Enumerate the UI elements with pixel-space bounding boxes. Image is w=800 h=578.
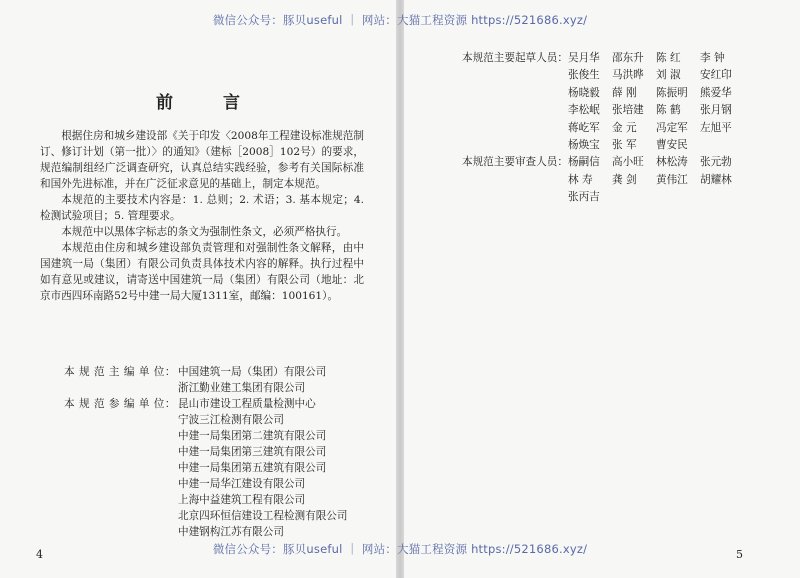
name-line [568, 85, 792, 102]
page-number-left: 4 [36, 548, 43, 561]
person-name: 曹安民 [656, 139, 688, 152]
watermark-top: 微信公众号：豚贝useful ｜ 网站：大猫工程资源 https://521686.xyz/ [212, 13, 588, 27]
person-name: 安红印 [700, 69, 732, 82]
drafters-row [462, 50, 792, 154]
drafters-label: 本规范主要起草人员： [462, 52, 568, 64]
person-name: 李松岷 [568, 104, 600, 117]
name-line [568, 189, 792, 206]
unit-name: 宁波三江检测有限公司 [178, 414, 284, 426]
person-name: 邵东升 [612, 52, 644, 64]
name-line [568, 137, 792, 154]
person-name: 张培建 [612, 104, 644, 117]
reviewers-names [568, 154, 792, 206]
person-name: 张俊生 [568, 69, 600, 82]
chief-units-label: 本 规 范 主 编 单 位： [64, 366, 176, 378]
unit-name: 中建一局华江建设有限公司 [178, 478, 306, 490]
person-name: 林松涛 [656, 156, 688, 169]
person-name: 杨晓毅 [568, 86, 600, 99]
person-name: 吴月华 [568, 52, 600, 64]
preface-paragraph: 本规范由住房和城乡建设部负责管理和对强制性条文解释，由中国建筑一局（集团）有限公司负责具体技术内容的解释。执行过程中如有意见或建议，请寄送中国建筑一局（集团）有限公司（地址：北京市西四环南路52号中建一局大厦1311室，邮编：100161）。 [40, 242, 364, 302]
participant-units-list [178, 396, 380, 540]
person-name: 杨嗣信 [568, 156, 600, 169]
chief-units-list [178, 364, 380, 396]
person-name: 陈 红 [656, 52, 681, 64]
unit-name: 中建钢构江苏有限公司 [178, 526, 284, 538]
person-name: 张元勃 [700, 156, 732, 169]
person-name: 黄伟江 [656, 173, 688, 186]
person-name: 左旭平 [700, 121, 732, 134]
person-name: 胡耀林 [700, 173, 732, 186]
person-name: 龚 剑 [612, 173, 637, 186]
name-line [568, 50, 792, 67]
unit-name: 上海中益建筑工程有限公司 [178, 494, 306, 506]
person-name: 林 寿 [568, 173, 593, 186]
organizations-section [40, 364, 380, 540]
name-line [568, 154, 792, 171]
people-section [462, 50, 792, 207]
chief-units-row [40, 364, 380, 396]
unit-name: 中建一局集团第二建筑有限公司 [178, 430, 327, 442]
drafters-names [568, 50, 792, 154]
page-number-right: 5 [736, 548, 743, 561]
unit-name: 北京四环恒信建设工程检测有限公司 [178, 510, 348, 522]
reviewers-row [462, 154, 792, 206]
participant-units-label: 本 规 范 参 编 单 位： [64, 398, 176, 410]
person-name: 李 钟 [700, 52, 725, 64]
name-line [568, 120, 792, 137]
person-name: 高小旺 [612, 156, 644, 169]
name-line [568, 67, 792, 84]
unit-name: 浙江勤业建工集团有限公司 [178, 382, 306, 394]
unit-name: 中国建筑一局（集团）有限公司 [178, 366, 327, 378]
unit-name: 中建一局集团第五建筑有限公司 [178, 462, 327, 474]
preface-paragraph: 本规范中以黑体字标志的条文为强制性条文，必须严格执行。 [61, 226, 348, 238]
person-name: 金 元 [612, 121, 637, 134]
name-line [568, 172, 792, 189]
person-name: 杨焕宝 [568, 139, 600, 152]
reviewers-label: 本规范主要审查人员： [462, 156, 568, 169]
watermark-bottom: 微信公众号：豚贝useful ｜ 网站：大猫工程资源 https://521686.xyz/ [212, 542, 588, 556]
unit-name: 昆山市建设工程质量检测中心 [178, 398, 316, 410]
person-name: 马洪晔 [612, 69, 644, 82]
preface-paragraph: 根据住房和城乡建设部《关于印发〈2008年工程建设标准规范制订、修订计划（第一批）〉的通知》（建标［2008］102号）的要求，规范编制组经广泛调查研究，认真总结实践经验，参考有关国际标准和国外先进标准，并在广泛征求意见的基础上，制定本规范。 [40, 130, 364, 190]
page-title: 前 言 [156, 93, 262, 113]
participant-units-row [40, 396, 380, 540]
person-name: 冯定军 [656, 121, 688, 134]
person-name: 蒋屹军 [568, 121, 600, 134]
preface-text [40, 128, 364, 304]
person-name: 陈振明 [656, 86, 688, 99]
person-name: 薛 刚 [612, 86, 637, 99]
person-name: 张丙吉 [568, 191, 600, 204]
book-gutter [396, 0, 404, 578]
person-name: 刘 淑 [656, 69, 681, 82]
unit-name: 中建一局集团第三建筑有限公司 [178, 446, 327, 458]
person-name: 张月钢 [700, 104, 732, 117]
name-line [568, 102, 792, 119]
person-name: 熊爱华 [700, 86, 732, 99]
preface-paragraph: 本规范的主要技术内容是：1. 总则；2. 术语；3. 基本规定；4. 检测试验项目；5. 管理要求。 [40, 194, 364, 222]
person-name: 张 军 [612, 139, 637, 152]
person-name: 陈 鹤 [656, 104, 681, 117]
